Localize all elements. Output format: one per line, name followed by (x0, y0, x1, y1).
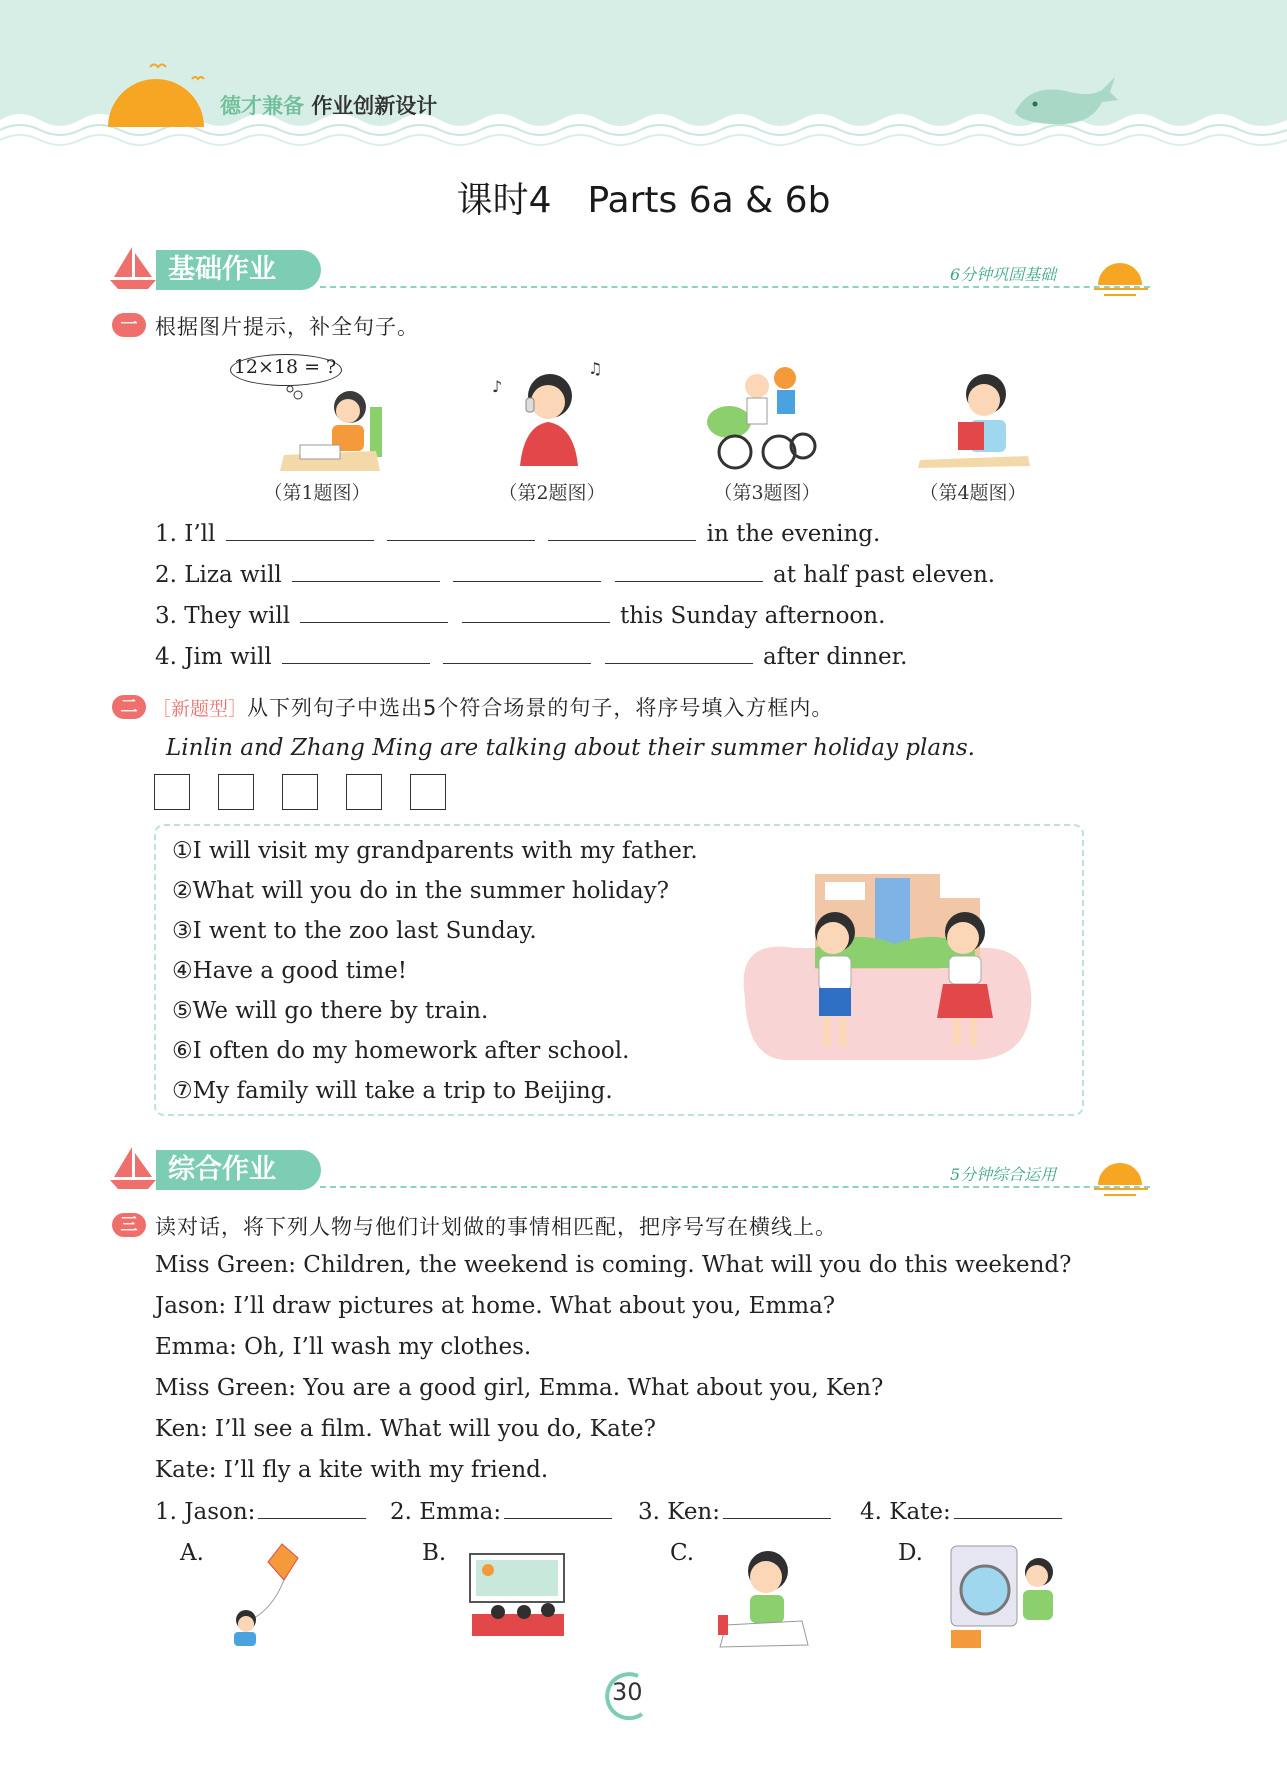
option-2: ②What will you do in the summer holiday? (172, 878, 669, 904)
bubble-text: 12×18 = ? (233, 356, 337, 378)
answer-blank[interactable] (954, 1498, 1062, 1519)
match-item-4-label: 4. Kate: (860, 1499, 951, 1525)
sailboat-icon (108, 1145, 158, 1190)
section1-title: 基础作业 (156, 250, 321, 290)
ex1-badge: 一 (112, 313, 146, 337)
answer-box[interactable] (282, 774, 318, 810)
answer-box[interactable] (218, 774, 254, 810)
option-6: ⑥I often do my homework after school. (172, 1038, 630, 1064)
answer-blank[interactable] (226, 520, 374, 541)
small-sun-icon (1090, 255, 1152, 300)
section1-divider (320, 286, 1150, 288)
ex1-item-3 (155, 602, 885, 629)
match-item-3 (638, 1498, 834, 1525)
picture-letter-c: C. (670, 1540, 695, 1566)
ex1-item-2 (155, 561, 995, 588)
dialogue-line-1: Miss Green: Children, the weekend is coming. What will you do this weekend? (155, 1252, 1072, 1278)
caption-2: （第2题图） (498, 482, 606, 504)
ex2-instruction: 从下列句子中选出5个符合场景的句子，将序号填入方框内。 (247, 696, 834, 720)
answer-blank[interactable] (548, 520, 696, 541)
option-7: ⑦My family will take a trip to Beijing. (172, 1078, 613, 1104)
dialogue-line-5: Ken: I’ll see a film. What will you do, Kate? (155, 1416, 656, 1442)
answer-blank[interactable] (258, 1498, 366, 1519)
ex2-badge: 二 (112, 695, 146, 719)
dialogue-line-2: Jason: I’ll draw pictures at home. What about you, Emma? (155, 1293, 836, 1319)
picture-washing-clothes (945, 1542, 1065, 1650)
section2-time-note: 5分钟综合运用 (950, 1165, 1057, 1184)
caption-4: （第4题图） (919, 482, 1027, 504)
ex1-item-4 (155, 643, 907, 670)
answer-box[interactable] (410, 774, 446, 810)
picture-watching-film (468, 1550, 568, 1640)
option-3: ③I went to the zoo last Sunday. (172, 918, 537, 944)
ex1-item-1 (155, 520, 880, 547)
ex1-item-3-after: this Sunday afternoon. (620, 603, 886, 629)
whale-icon (1010, 72, 1120, 132)
answer-blank[interactable] (615, 561, 763, 582)
answer-blank[interactable] (292, 561, 440, 582)
picture-girl-studying (280, 385, 390, 475)
ex3-instruction: 读对话，将下列人物与他们计划做的事情相匹配，把序号写在横线上。 (155, 1215, 837, 1239)
ex1-item-2-before: 2. Liza will (155, 562, 282, 588)
answer-blank[interactable] (300, 602, 448, 623)
dialogue-line-6: Kate: I’ll fly a kite with my friend. (155, 1457, 549, 1483)
ex1-item-4-after: after dinner. (762, 644, 908, 670)
match-item-2-label: 2. Emma: (390, 1499, 502, 1525)
ex1-item-1-after: in the evening. (706, 521, 881, 547)
brand (220, 90, 437, 120)
option-4: ④Have a good time! (172, 958, 408, 984)
match-item-4 (860, 1498, 1065, 1525)
sun-icon (100, 55, 210, 130)
match-item-2 (390, 1498, 615, 1525)
ex1-instruction: 根据图片提示，补全句子。 (155, 315, 419, 339)
picture-riding-bikes (705, 362, 830, 472)
answer-blank[interactable] (462, 602, 610, 623)
section2-title: 综合作业 (156, 1150, 321, 1190)
picture-flying-kite (222, 1540, 322, 1650)
sailboat-icon (108, 245, 158, 290)
ex3-badge: 三 (112, 1213, 146, 1237)
caption-3: （第3题图） (713, 482, 821, 504)
answer-blank[interactable] (387, 520, 535, 541)
picture-letter-d: D. (898, 1540, 923, 1566)
page-number: 30 (612, 1678, 643, 1706)
small-sun-icon (1090, 1155, 1152, 1200)
picture-letter-a: A. (180, 1540, 204, 1566)
lesson-title: 课时4 Parts 6a & 6b (456, 180, 831, 221)
answer-blank[interactable] (723, 1498, 831, 1519)
ex1-item-4-before: 4. Jim will (155, 644, 272, 670)
answer-blank[interactable] (504, 1498, 612, 1519)
answer-blank[interactable] (605, 643, 753, 664)
ex1-item-3-before: 3. They will (155, 603, 291, 629)
ex2-header (152, 692, 833, 722)
answer-box[interactable] (154, 774, 190, 810)
picture-two-kids-talking (735, 868, 1035, 1068)
picture-girl-listening-music (490, 362, 610, 472)
svg-text:♪: ♪ (492, 377, 503, 396)
section2-divider (320, 1186, 1150, 1188)
option-1: ①I will visit my grandparents with my father. (172, 838, 698, 864)
brand-part2: 作业创新设计 (311, 94, 438, 118)
match-item-1-label: 1. Jason: (155, 1499, 256, 1525)
option-5: ⑤We will go there by train. (172, 998, 489, 1024)
new-type-tag: ［新题型］ (152, 698, 248, 720)
picture-boy-reading (918, 372, 1033, 472)
brand-part1: 德才兼备 (220, 94, 304, 118)
answer-blank[interactable] (443, 643, 591, 664)
match-item-1 (155, 1498, 369, 1525)
match-item-3-label: 3. Ken: (638, 1499, 720, 1525)
picture-drawing-pictures (712, 1545, 812, 1650)
answer-blank[interactable] (282, 643, 430, 664)
ex1-item-2-after: at half past eleven. (773, 562, 996, 588)
answer-box[interactable] (346, 774, 382, 810)
picture-letter-b: B. (422, 1540, 447, 1566)
dialogue-line-4: Miss Green: You are a good girl, Emma. What about you, Ken? (155, 1375, 884, 1401)
section1-time-note: 6分钟巩固基础 (950, 265, 1057, 284)
caption-1: （第1题图） (263, 482, 371, 504)
dialogue-line-3: Emma: Oh, I’ll wash my clothes. (155, 1334, 532, 1360)
answer-blank[interactable] (453, 561, 601, 582)
ex2-scene: Linlin and Zhang Ming are talking about their summer holiday plans. (166, 735, 975, 761)
ex1-item-1-before: 1. I’ll (155, 521, 216, 547)
svg-text:♫: ♫ (588, 362, 603, 378)
